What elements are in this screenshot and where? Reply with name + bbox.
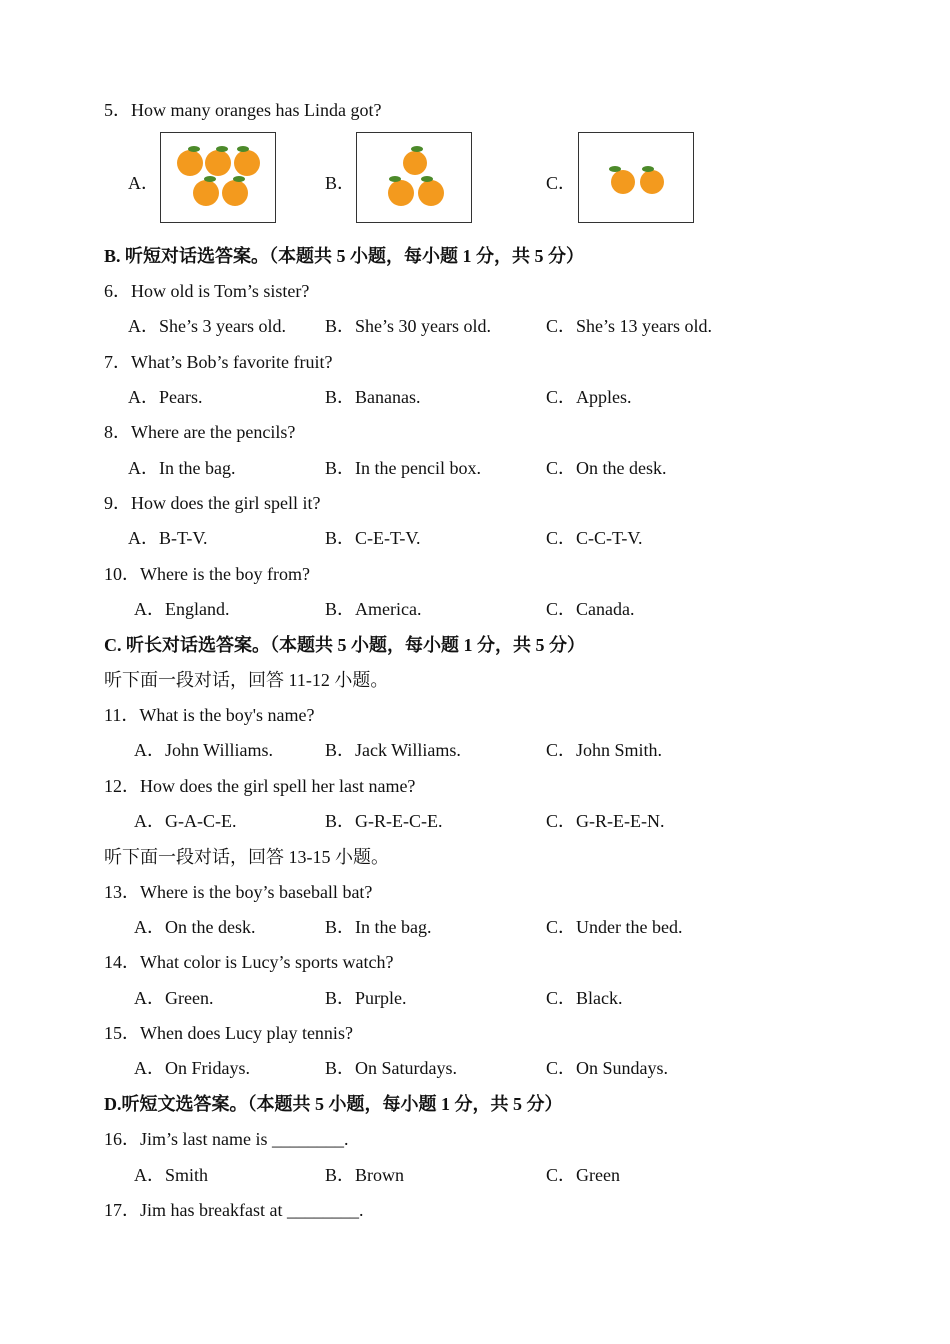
q5-option-c-image[interactable] xyxy=(578,132,694,223)
q6-option-c[interactable]: C．She’s 13 years old. xyxy=(546,316,712,336)
q6-option-a[interactable]: A．She’s 3 years old. xyxy=(128,316,286,336)
question-12: 12．How does the girl spell her last name? xyxy=(104,776,416,796)
q13-option-c[interactable]: C．Under the bed. xyxy=(546,917,683,937)
question-8: 8．Where are the pencils? xyxy=(104,422,296,442)
orange-icon xyxy=(403,146,427,175)
q16-option-a[interactable]: A．Smith xyxy=(134,1165,209,1185)
q14-option-b[interactable]: B．Purple. xyxy=(325,988,407,1008)
section-c-title: C. 听长对话选答案。（本题共 5 小题，每小题 1 分，共 5 分） xyxy=(104,635,585,655)
q6-option-b[interactable]: B．She’s 30 years old. xyxy=(325,316,491,336)
q15-option-b[interactable]: B．On Saturdays. xyxy=(325,1058,457,1078)
q13-option-b[interactable]: B．In the bag. xyxy=(325,917,432,937)
q5-option-b-image[interactable] xyxy=(356,132,472,223)
orange-icon-group-c xyxy=(579,133,695,224)
q15-option-c[interactable]: C．On Sundays. xyxy=(546,1058,669,1078)
q15-option-a[interactable]: A．On Fridays. xyxy=(134,1058,250,1078)
q14-option-a[interactable]: A．Green. xyxy=(134,988,214,1008)
q5-option-b-letter[interactable]: B． xyxy=(325,173,356,193)
question-6: 6．How old is Tom’s sister? xyxy=(104,281,310,301)
q7-option-a[interactable]: A．Pears. xyxy=(128,387,203,407)
question-14: 14．What color is Lucy’s sports watch? xyxy=(104,952,394,972)
q16-option-c[interactable]: C．Green xyxy=(546,1165,620,1185)
question-16: 16．Jim’s last name is ________. xyxy=(104,1129,349,1149)
q10-option-b[interactable]: B．America. xyxy=(325,599,422,619)
q11-option-c[interactable]: C．John Smith. xyxy=(546,740,663,760)
question-17: 17．Jim has breakfast at ________. xyxy=(104,1200,364,1220)
q5-option-a-image[interactable] xyxy=(160,132,276,223)
q5-option-c-letter[interactable]: C． xyxy=(546,173,577,193)
orange-icon xyxy=(205,146,231,176)
orange-icon-group-b xyxy=(357,133,473,224)
q11-option-a[interactable]: A．John Williams. xyxy=(134,740,273,760)
q13-option-a[interactable]: A．On the desk. xyxy=(134,917,256,937)
q7-option-c[interactable]: C．Apples. xyxy=(546,387,632,407)
section-c-intro-1: 听下面一段对话，回答 11-12 小题。 xyxy=(104,670,389,690)
orange-icon xyxy=(177,146,203,176)
q12-option-a[interactable]: A．G-A-C-E. xyxy=(134,811,237,831)
question-5: 5．How many oranges has Linda got? xyxy=(104,100,382,120)
q10-option-c[interactable]: C．Canada. xyxy=(546,599,635,619)
q8-option-b[interactable]: B．In the pencil box. xyxy=(325,458,481,478)
question-9: 9．How does the girl spell it? xyxy=(104,493,321,513)
orange-icon xyxy=(640,166,664,194)
orange-icon xyxy=(193,176,219,206)
question-15: 15．When does Lucy play tennis? xyxy=(104,1023,353,1043)
q5-option-a-letter[interactable]: A． xyxy=(128,173,159,193)
question-10: 10．Where is the boy from? xyxy=(104,564,310,584)
q9-option-a[interactable]: A．B-T-V. xyxy=(128,528,208,548)
q7-option-b[interactable]: B．Bananas. xyxy=(325,387,421,407)
orange-icon-group-a xyxy=(161,133,277,224)
q9-option-b[interactable]: B．C-E-T-V. xyxy=(325,528,421,548)
q11-option-b[interactable]: B．Jack Williams. xyxy=(325,740,461,760)
q8-option-c[interactable]: C．On the desk. xyxy=(546,458,667,478)
q12-option-c[interactable]: C．G-R-E-E-N. xyxy=(546,811,665,831)
section-b-title: B. 听短对话选答案。（本题共 5 小题，每小题 1 分，共 5 分） xyxy=(104,246,585,266)
orange-icon xyxy=(234,146,260,176)
orange-icon xyxy=(418,176,444,206)
orange-icon xyxy=(388,176,414,206)
q14-option-c[interactable]: C．Black. xyxy=(546,988,623,1008)
q12-option-b[interactable]: B．G-R-E-C-E. xyxy=(325,811,443,831)
q8-option-a[interactable]: A．In the bag. xyxy=(128,458,236,478)
orange-icon xyxy=(609,166,635,194)
question-7: 7．What’s Bob’s favorite fruit? xyxy=(104,352,333,372)
q10-option-a[interactable]: A．England. xyxy=(134,599,230,619)
q9-option-c[interactable]: C．C-C-T-V. xyxy=(546,528,643,548)
section-c-intro-2: 听下面一段对话，回答 13-15 小题。 xyxy=(104,847,389,867)
question-13: 13．Where is the boy’s baseball bat? xyxy=(104,882,373,902)
question-11: 11．What is the boy's name? xyxy=(104,705,315,725)
q16-option-b[interactable]: B．Brown xyxy=(325,1165,405,1185)
section-d-title: D.听短文选答案。（本题共 5 小题，每小题 1 分，共 5 分） xyxy=(104,1094,563,1114)
orange-icon xyxy=(222,176,248,206)
